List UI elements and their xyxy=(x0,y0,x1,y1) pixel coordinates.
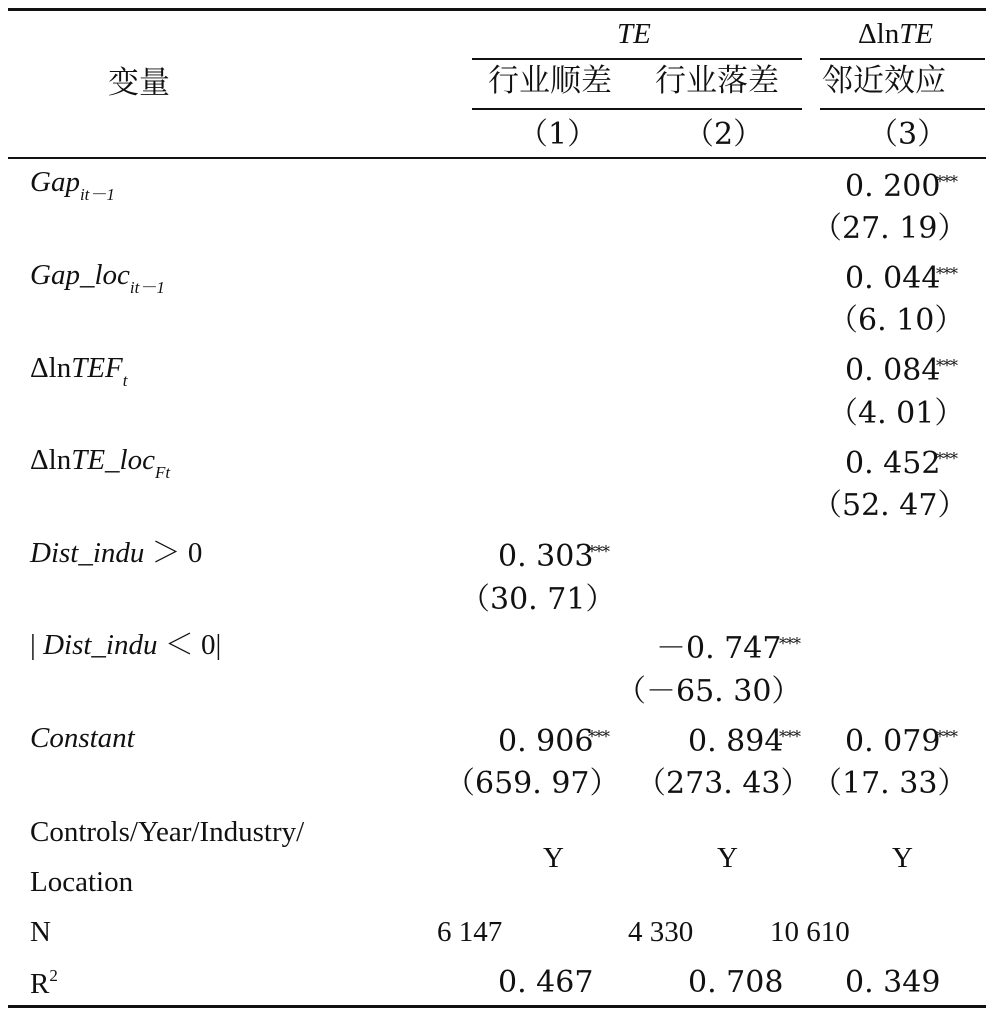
row-label-r2 xyxy=(30,966,58,1000)
dlnte-loc-c3-coef: 0. 452 xyxy=(845,446,941,481)
dist-neg-bar-close: | xyxy=(215,629,222,661)
group-header-dlnte xyxy=(858,20,933,49)
dlntef-c3-sig: *** xyxy=(936,356,957,375)
dlnte-te: TE xyxy=(899,18,934,50)
controls-c1: Y xyxy=(543,842,564,874)
dlnte-group-rule xyxy=(820,58,985,60)
row-label-controls-line1: Controls/Year/Industry/ xyxy=(30,816,305,848)
dlnte-loc-c3-tstat: （52. 47） xyxy=(812,488,968,523)
dlnte-loc-prefix: Δln xyxy=(30,444,72,476)
dist-neg-name: Dist_indu xyxy=(43,629,158,661)
row-label-dist-pos xyxy=(30,539,202,568)
row-label-gap xyxy=(30,166,115,204)
col2-header: 行业落差 xyxy=(655,63,779,99)
dlntef-sub: t xyxy=(122,371,128,390)
gap-loc-name: Gap_loc xyxy=(30,259,130,291)
dist-pos-c1-sig: *** xyxy=(588,542,609,561)
dlnte-loc-name: TE_loc xyxy=(71,444,155,476)
r2-c2: 0. 708 xyxy=(688,965,784,1000)
col3-header: 邻近效应 xyxy=(822,63,946,99)
row-label-n: N xyxy=(30,916,51,948)
dist-neg-c2-coef: －0. 747 xyxy=(656,631,782,666)
dist-neg-c2-tstat: （－65. 30） xyxy=(616,674,802,709)
group-header-te: TE xyxy=(617,18,651,50)
dist-neg-rest: ＜ 0 xyxy=(157,629,216,661)
constant-c1-coef: 0. 906 xyxy=(498,724,594,759)
dist-pos-name: Dist_indu xyxy=(30,537,145,569)
row-label-controls-line2: Location xyxy=(30,866,134,898)
bottom-rule xyxy=(8,1005,986,1008)
gap-c3-coef: 0. 200 xyxy=(845,169,941,204)
n-c2: 4 330 xyxy=(628,916,694,948)
dlntef-prefix: Δln xyxy=(30,352,72,384)
dlnte-loc-sub: Ft xyxy=(155,463,171,482)
gap-loc-sub: it－1 xyxy=(129,278,165,297)
constant-c3-coef: 0. 079 xyxy=(845,724,941,759)
n-c1: 6 147 xyxy=(437,916,503,948)
gap-c3-sig: *** xyxy=(936,172,957,191)
dlntef-c3-tstat: （4. 01） xyxy=(828,396,965,431)
row-label-dist-neg xyxy=(30,631,221,660)
controls-c3: Y xyxy=(892,842,913,874)
row-label-dlntef xyxy=(30,352,128,390)
gap-loc-c3-tstat: （6. 10） xyxy=(828,303,965,338)
subheader-rule-dlnte xyxy=(820,108,985,110)
col1-header: 行业顺差 xyxy=(488,63,612,99)
gap-loc-c3-coef: 0. 044 xyxy=(845,261,941,296)
variable-header: 变量 xyxy=(108,65,170,101)
col1-number: （1） xyxy=(518,117,598,152)
constant-c2-coef: 0. 894 xyxy=(688,724,784,759)
dlnte-loc-c3-sig: *** xyxy=(936,449,957,468)
constant-c3-tstat: （17. 33） xyxy=(812,766,968,801)
header-bottom-rule xyxy=(8,157,986,159)
col2-number: （2） xyxy=(684,117,764,152)
gap-loc-c3-sig: *** xyxy=(936,264,957,283)
r2-c3: 0. 349 xyxy=(845,965,941,1000)
row-label-dlnte-loc xyxy=(30,444,171,482)
gap-name: Gap xyxy=(30,166,80,198)
dlntef-c3-coef: 0. 084 xyxy=(845,353,941,388)
dist-pos-c1-tstat: （30. 71） xyxy=(460,582,616,617)
top-rule xyxy=(8,8,986,11)
constant-c1-sig: *** xyxy=(588,727,609,746)
n-c3: 10 610 xyxy=(770,916,850,948)
controls-c2: Y xyxy=(717,842,738,874)
constant-c2-sig: *** xyxy=(779,727,800,746)
dist-neg-c2-sig: *** xyxy=(779,634,800,653)
dlnte-prefix: Δln xyxy=(858,18,900,50)
constant-c3-sig: *** xyxy=(936,727,957,746)
dlntef-name: TEF xyxy=(71,352,123,384)
col3-number: （3） xyxy=(868,117,948,152)
te-group-rule xyxy=(472,58,802,60)
dist-neg-bar-open: | xyxy=(30,629,36,661)
dist-pos-rest: ＞ 0 xyxy=(144,537,203,569)
r2-c1: 0. 467 xyxy=(498,965,594,1000)
gap-c3-tstat: （27. 19） xyxy=(812,211,968,246)
gap-sub: it－1 xyxy=(79,185,115,204)
row-label-gap-loc xyxy=(30,259,165,297)
row-label-constant: Constant xyxy=(30,722,135,754)
subheader-rule-te xyxy=(472,108,802,110)
r2-name: R xyxy=(30,968,50,1000)
constant-c1-tstat: （659. 97） xyxy=(445,766,620,801)
dist-pos-c1-coef: 0. 303 xyxy=(498,539,594,574)
r2-sup: 2 xyxy=(49,966,58,985)
constant-c2-tstat: （273. 43） xyxy=(636,766,811,801)
